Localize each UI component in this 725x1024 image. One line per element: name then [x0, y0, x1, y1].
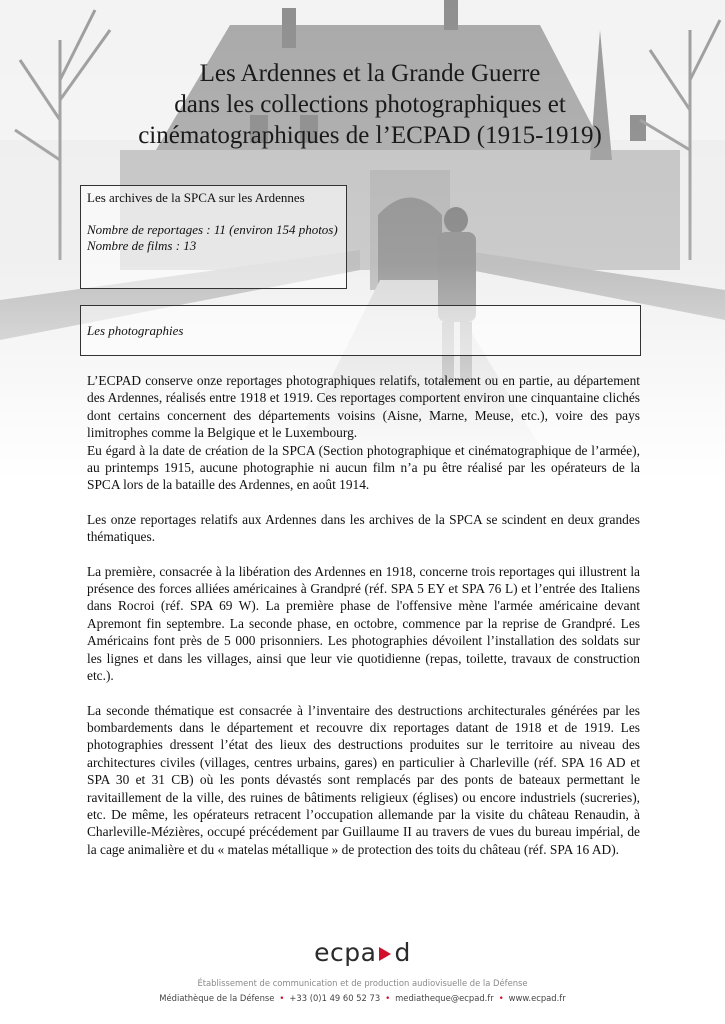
footer-subtitle: Établissement de communication et de production audiovisuelle de la Défense: [197, 978, 528, 988]
title-line: Les Ardennes et la Grande Guerre: [199, 60, 541, 87]
reportages-count: Nombre de reportages : 11 (environ 154 photos): [87, 222, 338, 237]
title-line: cinématographiques de l’ECPAD (1915-1919): [138, 122, 602, 149]
logo-arrow-icon: [379, 947, 391, 961]
paragraph: Eu égard à la date de création de la SPCA (Section photographique et cinématographique de l’armée), au printemps 1915, aucune photographie ni aucun film n’a pu être réalisé par les opérateurs de la SPCA lors de la bataille des Ardennes, en août 1914.: [87, 442, 640, 493]
archive-summary-box: [80, 185, 347, 289]
photographs-section-box: [80, 305, 641, 356]
archive-heading: Les archives de la SPCA sur les Ardennes: [87, 190, 305, 205]
section-heading: Les photographies: [87, 322, 184, 338]
website-link[interactable]: www.ecpad.fr: [508, 993, 566, 1003]
footer: [0, 938, 725, 1003]
footer-contact: [0, 993, 725, 1003]
paragraph: L’ECPAD conserve onze reportages photographiques relatifs, totalement ou en partie, au département des Ardennes, réalisés entre 1918 et 1919. Ces reportages comportent environ une cinquantaine clichés dont certains concernent des départements voisins (Aisne, Marne, Meuse, etc.), voire des pays limitrophes comme la Belgique et le Luxembourg.: [87, 373, 640, 441]
separator-dot-icon: •: [279, 993, 285, 1003]
films-count: Nombre de films : 13: [87, 238, 197, 253]
body-text: [87, 372, 640, 858]
logo-text-right: d: [394, 938, 411, 967]
document-title: [60, 58, 680, 151]
ecpad-logo: [0, 938, 725, 967]
separator-dot-icon: •: [498, 993, 504, 1003]
contact-phone: +33 (0)1 49 60 52 73: [289, 993, 381, 1003]
title-line: dans les collections photographiques et: [174, 91, 566, 118]
paragraph: Les onze reportages relatifs aux Ardennes dans les archives de la SPCA se scindent en deux grandes thématiques.: [87, 511, 640, 545]
paragraph: La seconde thématique est consacrée à l’inventaire des destructions architecturales générées par les bombardements dans le département et recouvre dix reportages datant de 1918 et de 1919. Les photographies dressent l’état des lieux des destructions produites sur le territoire au niveau des architectures civiles (villages, centres urbains, gares) en particulier à Charleville (réf. SPA 16 AD et SPA 30 et 31 CB) où les ponts dévastés sont remplacés par des ponts de bateaux permettant le ravitaillement de la ville, des ruines de bâtiments religieux (églises) ou encore industriels (sucreries), etc. De même, les opérateurs retracent l’occupation allemande par la visite du château Renaudin, à Charleville-Mézières, occupé précédement par Guillaume II au travers de vues du bureau impérial, de la cage animalière et du « matelas métallique » de protection des toits du château (réf. SPA 16 AD).: [87, 702, 640, 857]
contact-email-link[interactable]: mediatheque@ecpad.fr: [395, 993, 494, 1003]
logo-text-left: ecpa: [314, 938, 377, 967]
separator-dot-icon: •: [385, 993, 391, 1003]
paragraph: La première, consacrée à la libération des Ardennes en 1918, concerne trois reportages qui illustrent la présence des forces alliées américaines à Grandpré (réf. SPA 5 EY et SPA 76 L) et l’entrée des Italiens dans Rocroi (réf. SPA 69 W). La première phase de l'offensive mène l'armée américaine devant Apremont fin septembre. La seconde phase, en octobre, commence par la reprise de Grandpré. Les Américains font près de 5 000 prisonniers. Les photographies dévoilent l’installation des soldats sur les lignes et dans les villages, ainsi que leur vie quotidienne (repas, toilette, travaux de construction etc.).: [87, 563, 640, 684]
contact-service: Médiathèque de la Défense: [159, 993, 275, 1003]
